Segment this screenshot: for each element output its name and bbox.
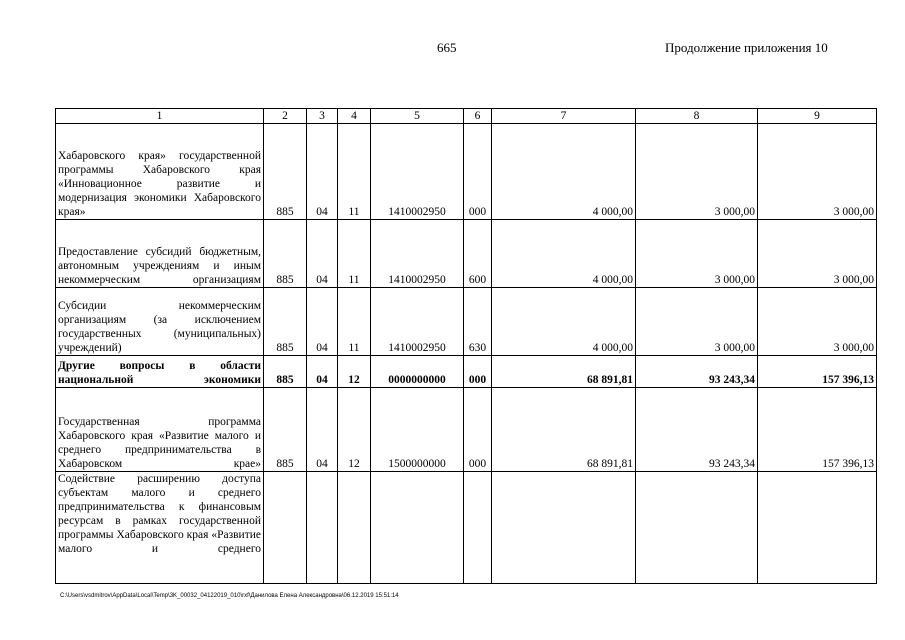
cell-c2: 885 — [264, 288, 307, 356]
footer-file-path: C:\Users\vsdmitrov\AppData\Local\Temp\3K_00032_04122019_010\rxf\Данилова Елена Александровна\06.12.2019 15:51:14 — [60, 593, 399, 599]
cell-c9 — [758, 472, 877, 584]
cell-c2 — [264, 472, 307, 584]
table-row — [56, 356, 877, 388]
table-header-row — [56, 109, 877, 124]
cell-c3: 04 — [307, 356, 338, 388]
cell-c3: 04 — [307, 388, 338, 472]
cell-c8: 3 000,00 — [636, 220, 758, 288]
cell-c9: 157 396,13 — [758, 388, 877, 472]
column-header: 6 — [464, 109, 492, 124]
row-name: Государственная программа Хабаровского края «Развитие малого и среднего предпринимательства в Хабаровском крае» — [56, 388, 264, 472]
cell-c7 — [492, 472, 636, 584]
cell-c4 — [338, 472, 371, 584]
column-header: 5 — [371, 109, 464, 124]
table-row — [56, 220, 877, 288]
cell-c8: 3 000,00 — [636, 124, 758, 220]
cell-c9: 157 396,13 — [758, 356, 877, 388]
cell-c5 — [371, 472, 464, 584]
cell-c2: 885 — [264, 220, 307, 288]
cell-c7: 68 891,81 — [492, 356, 636, 388]
column-header: 8 — [636, 109, 758, 124]
cell-c3: 04 — [307, 288, 338, 356]
continuation-label: Продолжение приложения 10 — [665, 40, 828, 55]
table-row — [56, 288, 877, 356]
cell-c6: 600 — [464, 220, 492, 288]
cell-c4: 11 — [338, 220, 371, 288]
cell-c8 — [636, 472, 758, 584]
cell-c7: 4 000,00 — [492, 220, 636, 288]
cell-c9: 3 000,00 — [758, 288, 877, 356]
cell-c6: 000 — [464, 388, 492, 472]
cell-c7: 4 000,00 — [492, 124, 636, 220]
cell-c5: 1500000000 — [371, 388, 464, 472]
row-name: Содействие расширению доступа субъектам малого и среднего предпринимательства к финансовым ресурсам в рамках государственной программы Хабаровского края «Развитие малого и среднего — [56, 472, 264, 584]
cell-c9: 3 000,00 — [758, 220, 877, 288]
row-name: Хабаровского края» государственной программы Хабаровского края «Инновационное развитие и модернизация экономики Хабаровского края» — [56, 124, 264, 220]
row-name: Субсидии некоммерческим организациям (за исключением государственных (муниципальных) учреждений) — [56, 288, 264, 356]
column-header: 3 — [307, 109, 338, 124]
cell-c5: 1410002950 — [371, 288, 464, 356]
cell-c3: 04 — [307, 124, 338, 220]
cell-c4: 12 — [338, 356, 371, 388]
cell-c4: 11 — [338, 124, 371, 220]
column-header: 2 — [264, 109, 307, 124]
cell-c5: 1410002950 — [371, 220, 464, 288]
cell-c7: 68 891,81 — [492, 388, 636, 472]
cell-c2: 885 — [264, 388, 307, 472]
cell-c3 — [307, 472, 338, 584]
cell-c6: 000 — [464, 124, 492, 220]
table-row — [56, 388, 877, 472]
cell-c7: 4 000,00 — [492, 288, 636, 356]
page-number: 665 — [437, 40, 457, 55]
cell-c6: 000 — [464, 356, 492, 388]
budget-table — [55, 108, 877, 584]
table-row — [56, 124, 877, 220]
cell-c5: 0000000000 — [371, 356, 464, 388]
row-name: Другие вопросы в области национальной экономики — [56, 356, 264, 388]
cell-c8: 93 243,34 — [636, 356, 758, 388]
cell-c4: 11 — [338, 288, 371, 356]
cell-c5: 1410002950 — [371, 124, 464, 220]
column-header: 7 — [492, 109, 636, 124]
cell-c8: 3 000,00 — [636, 288, 758, 356]
cell-c6 — [464, 472, 492, 584]
table-row — [56, 472, 877, 584]
cell-c3: 04 — [307, 220, 338, 288]
cell-c8: 93 243,34 — [636, 388, 758, 472]
cell-c2: 885 — [264, 356, 307, 388]
cell-c4: 12 — [338, 388, 371, 472]
cell-c2: 885 — [264, 124, 307, 220]
row-name: Предоставление субсидий бюджетным, автономным учреждениям и иным некоммерческим организациям — [56, 220, 264, 288]
column-header: 1 — [56, 109, 264, 124]
cell-c6: 630 — [464, 288, 492, 356]
column-header: 4 — [338, 109, 371, 124]
cell-c9: 3 000,00 — [758, 124, 877, 220]
column-header: 9 — [758, 109, 877, 124]
